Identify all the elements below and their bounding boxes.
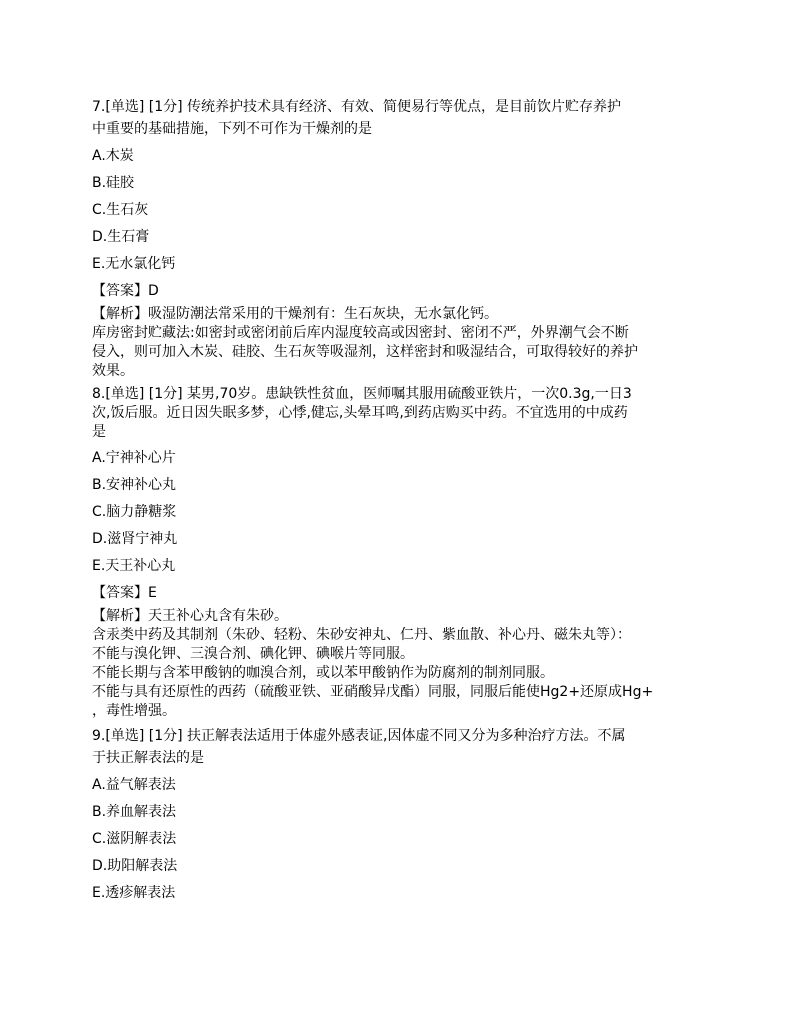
stem-line: 中重要的基础措施，下列不可作为干燥剂的是 xyxy=(92,121,372,137)
stem-line: 次,饭后服。近日因失眠多梦，心悸,健忘,头晕耳鸣,到药店购买中药。不宜选用的中成药 xyxy=(92,405,628,421)
analysis-line: ，毒性增强。 xyxy=(92,703,176,719)
stem-line: 是 xyxy=(92,424,106,440)
stem-line: 于扶正解表法的是 xyxy=(92,750,204,766)
option-e: E.天王补心丸 xyxy=(92,558,176,574)
question-9 xyxy=(92,725,712,904)
option-b: B.安神补心丸 xyxy=(92,477,177,493)
analysis-line: 库房密封贮藏法:如密封或密闭前后库内湿度较高或因密封、密闭不严，外界潮气会不断 xyxy=(92,325,629,341)
option-d: D.生石膏 xyxy=(92,229,150,245)
option-a: A.益气解表法 xyxy=(92,777,176,793)
option-c: C.脑力静糖浆 xyxy=(92,504,177,520)
analysis-line: 【解析】吸湿防潮法常采用的干燥剂有：生石灰块，无水氯化钙。 xyxy=(92,306,498,322)
analysis-line: 【解析】天王补心丸含有朱砂。 xyxy=(92,608,288,624)
document-page xyxy=(92,96,712,904)
question-stem xyxy=(92,725,712,769)
analysis-line: 效果。 xyxy=(92,363,134,379)
question-7 xyxy=(92,96,712,381)
option-a: A.宁神补心片 xyxy=(92,450,176,466)
question-8 xyxy=(92,385,712,721)
analysis-line: 不能长期与含苯甲酸钠的咖溴合剂，或以苯甲酸钠作为防腐剂的制剂同服。 xyxy=(92,665,554,681)
analysis xyxy=(92,607,712,721)
option-b: B.硅胶 xyxy=(92,175,135,191)
analysis xyxy=(92,305,712,381)
analysis-line: 侵入，则可加入木炭、硅胶、生石灰等吸湿剂，这样密封和吸湿结合，可取得较好的养护 xyxy=(92,344,638,360)
option-a: A.木炭 xyxy=(92,148,134,164)
option-c: C.滋阴解表法 xyxy=(92,831,177,847)
question-stem xyxy=(92,96,712,140)
option-e: E.透疹解表法 xyxy=(92,885,176,901)
question-stem xyxy=(92,385,712,442)
option-d: D.助阳解表法 xyxy=(92,858,178,874)
analysis-line: 不能与溴化钾、三溴合剂、碘化钾、碘喉片等同服。 xyxy=(92,646,414,662)
answer: 【答案】E xyxy=(92,585,157,601)
option-e: E.无水氯化钙 xyxy=(92,256,176,272)
answer: 【答案】D xyxy=(92,283,159,299)
stem-line: 7.[单选] [1分] 传统养护技术具有经济、有效、简便易行等优点，是目前饮片贮存养护 xyxy=(92,99,622,115)
analysis-line: 含汞类中药及其制剂（朱砂、轻粉、朱砂安神丸、仁丹、紫血散、补心丹、磁朱丸等）： xyxy=(92,627,631,643)
option-d: D.滋肾宁神丸 xyxy=(92,531,178,547)
option-b: B.养血解表法 xyxy=(92,804,177,820)
stem-line: 9.[单选] [1分] 扶正解表法适用于体虚外感表证,因体虚不同又分为多种治疗方法。不属 xyxy=(92,728,626,744)
stem-line: 8.[单选] [1分] 某男,70岁。患缺铁性贫血，医师嘱其服用硫酸亚铁片，一次0.3g,一日3 xyxy=(92,386,632,402)
option-c: C.生石灰 xyxy=(92,202,149,218)
analysis-line: 不能与具有还原性的西药（硫酸亚铁、亚硝酸异戊酯）同服，同服后能使Hg2+还原成Hg+ xyxy=(92,684,654,700)
